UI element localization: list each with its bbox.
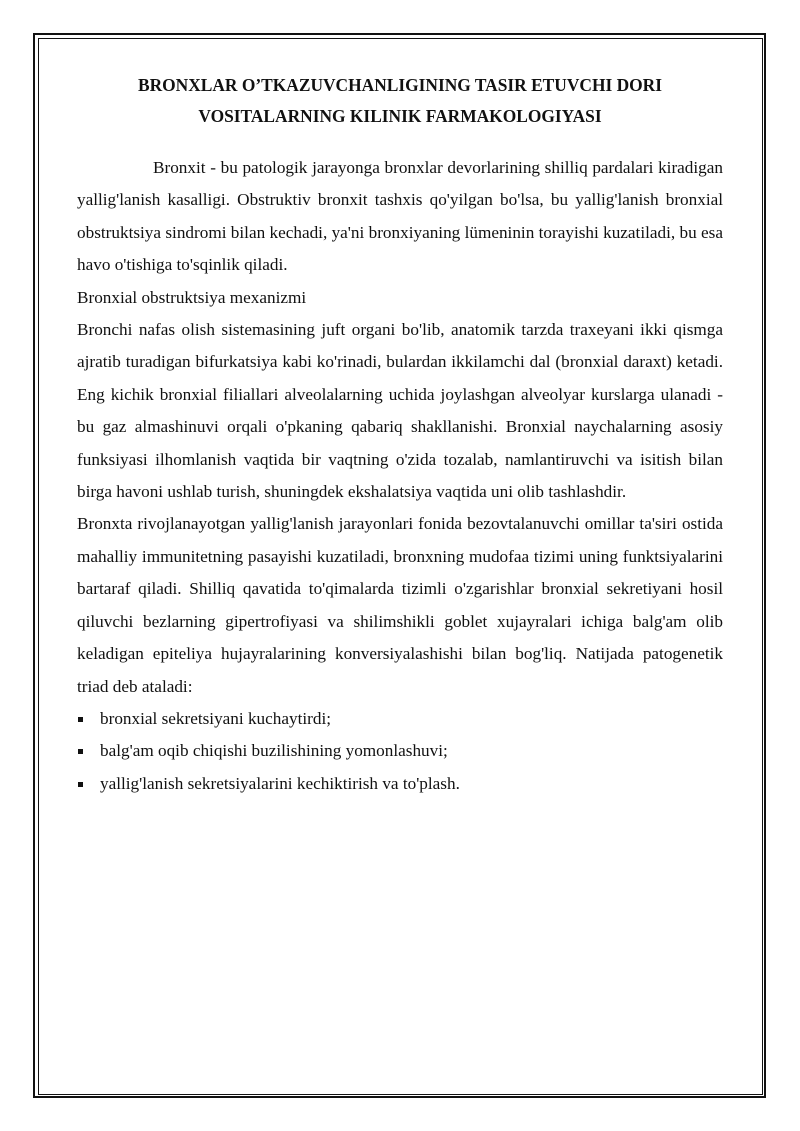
triad-list [77, 703, 723, 800]
list-item [77, 735, 723, 767]
list-item-text: balg'am oqib chiqishi buzilishining yomonlashuvi; [100, 741, 448, 761]
paragraph-inflammation: Bronxta rivojlanayotgan yallig'lanish jarayonlari fonida bezovtalanuvchi omillar ta'siri ostida mahalliy immunitetning pasayishi kuzatiladi, bronxning mudofaa tizimi uning funktsiyalarini bartaraf qiladi. Shilliq qavatida to'qimalarda tizimli o'zgarishlar bronxial sekretiyani hosil qiluvchi bezlarning gipertrofiyasi va shilimshikli goblet xujayralari ichiga balg'am olib keladigan epiteliya hujayralarining konversiyalashishi bilan bog'liq. Natijada patogenetik triad deb ataladi: [77, 514, 723, 696]
bullet-square-icon [78, 717, 83, 722]
bullet-square-icon [78, 782, 83, 787]
list-item-text: yallig'lanish sekretsiyalarini kechiktirish va to'plash. [100, 773, 460, 793]
title-line-1: BRONXLAR O’TKAZUVCHANLIGINING TASIR ETUVCHI DORI [137, 75, 663, 95]
paragraph-intro: Bronxit - bu patologik jarayonga bronxlar devorlarining shilliq pardalari kiradigan yallig'lanish kasalligi. Obstruktiv bronxit tashxis qo'yilgan bo'lsa, bu yallig'lanish bronxial obstruktsiya sindromi bilan kechadi, ya'ni bronxiyaning lümeninin torayishi kuzatiladi, bu esa havo o'tishiga to'sqinlik qiladi. [77, 158, 723, 275]
bullet-square-icon [78, 749, 83, 754]
paragraph-anatomy: Bronchi nafas olish sistemasining juft organi bo'lib, anatomik tarzda traxeyani ikki qismga ajratib turadigan bifurkatsiya kabi ko'rinadi, bulardan ikkilamchi dal (bronxial daraxt) ketadi. Eng kichik bronxial filiallari alveolalarning uchida joylashgan alveolyar kurslarga ulanadi - bu gaz almashinuvi orqali o'pkaning qabariq shakllanishi. Bronxial naychalarning asosiy funksiyasi ilhomlanish vaqtida bir vaqtning o'zida tozalab, namlantiruvchi va isitish bilan birga havoni ushlab turish, shuningdek ekshalatsiya vaqtida uni olib tashlashdir. [77, 320, 723, 502]
document-body [77, 70, 723, 800]
title-line-2: VOSITALARNING KILINIK FARMAKOLOGIYASI [198, 106, 602, 126]
section-heading: Bronxial obstruktsiya mexanizmi [77, 287, 307, 307]
list-item [77, 703, 723, 735]
document-title [77, 70, 723, 132]
list-item-text: bronxial sekretsiyani kuchaytirdi; [100, 708, 332, 728]
list-item [77, 768, 723, 800]
